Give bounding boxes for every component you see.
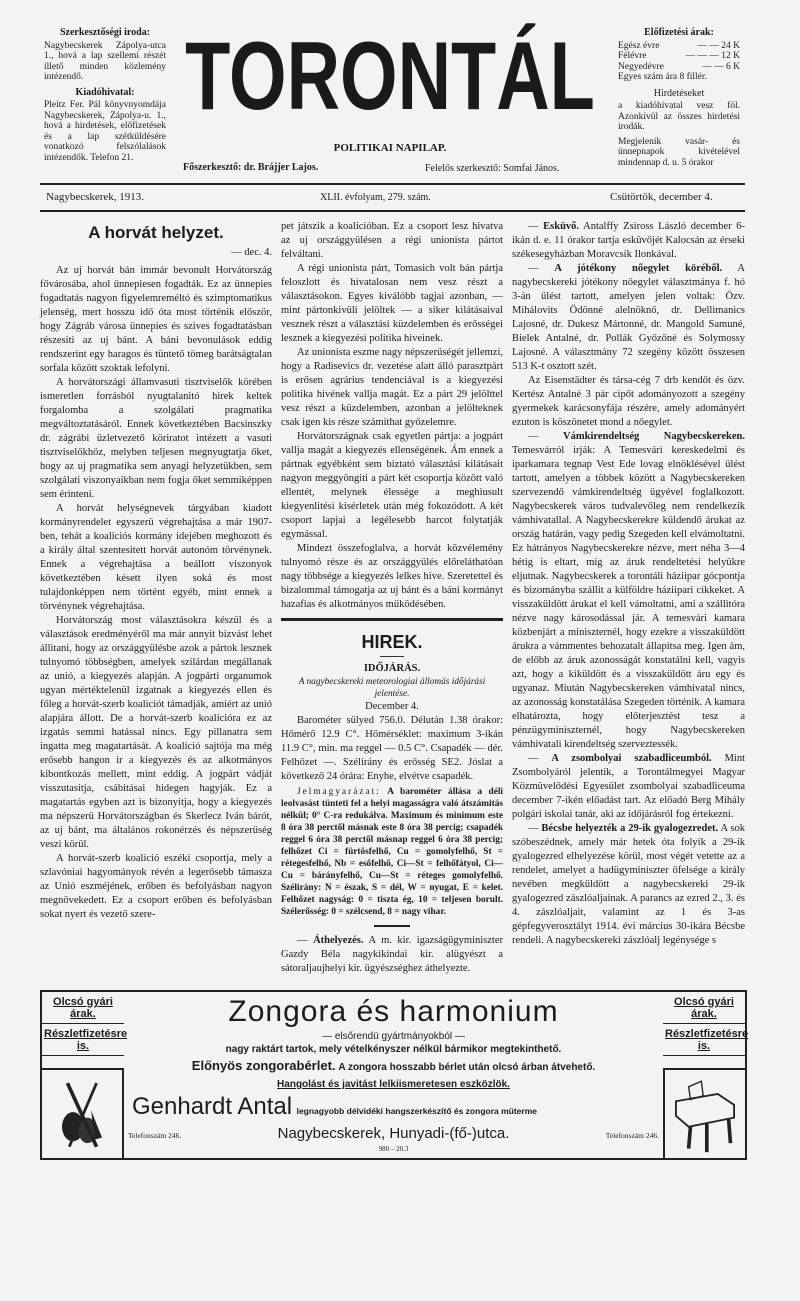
news-item bbox=[512, 374, 745, 430]
ad-side-text: Olcsó gyári árak. bbox=[663, 992, 745, 1024]
ad-line: nagy raktárt tartok, mely vételkényszer nélkül bármikor megtekinthető. bbox=[225, 1044, 562, 1055]
ad-side-text: Olcsó gyári árak. bbox=[42, 992, 124, 1024]
ad-code: 980 – 20.3 bbox=[378, 1145, 409, 1153]
ad-headline: Zongora és harmonium bbox=[228, 995, 559, 1028]
legend-label: Jelmagyarázat: bbox=[297, 787, 381, 797]
publisher-text: Pleitz Fer. Pál könyvnyomdája Nagybecskerek, Zápolya-u. 1., hová a hirdetések, előfizetések és a lap szétküldésére vonatkozó felszólalások intézendők. Telefon 21. bbox=[44, 100, 166, 163]
news-text: Temesvárról irják: A Temesvári kereskedelmi és iparkamara tegnap Vest Ede lovag elnöklésével ülést tartott, amelyen a többek között a Nagybecskereken szervezendő vámkirendeltség ügyével foglalkozott. Nagybecskerek város tudvalevőleg nem rendelkezik vámhivatallal. A Nagybecskerekre küldendő árukat az ország határán, vagy pedig Szegeden kell elvámoltatni. Ez hátrányos Nagybecskerekre nézve, mert néha 3—4 hétig is eltart, mig az áruk rendeltetési helyükre eljutnak. Nagybecskerek a torontáli háziipar gócpontja és bizományba szállit a külföldre háziipari cikkeket. A visszaküldött árukat el kell vámoltatni, ami a szállitóra nézve nagy károsodással jár. A temesvári kamara közbenjárt a miniszternél, hogy ezekre a visszaküldött árukra a vámmentes behozatalt állapitsa meg. Igen ám, de előbb az áruk azonosságát konstatálni kell, vagyis azt, hogy a kiküldött és a visszaküldött áru egy és ugyanaz. Miután Nagybecskereken vámhivatal nincs, az azonosság konstatálása Szegeden történik. A kamara elhatározta, hogy előterjesztést tesz a pénzügyminiszternél, hogy Nagybecskereken vámhivatali kirendeltség szerveztessék. bbox=[512, 445, 745, 750]
price-label: Negyedévre bbox=[618, 61, 664, 72]
ad-side-text: Részletfizetésre is. bbox=[42, 1024, 124, 1056]
news-title: Vámkirendeltség Nagybecskereken. bbox=[563, 431, 745, 442]
news-text: Az Eisenstädter és társa-cég 7 drb kendőt és özv. Kertész Antalné 3 pár cipőt adományozott a szegény gyermekek karácsonyfája részére, amely adományért ezuton is köszönetet mond a nőegylet. bbox=[512, 375, 745, 428]
office-title: Szerkesztőségi iroda: bbox=[59, 27, 151, 38]
news-title: A jótékony nőegylet köréből. bbox=[554, 263, 723, 274]
news-title: Áthelyezés. bbox=[313, 935, 364, 946]
instruments-illustration bbox=[42, 1068, 124, 1158]
news-text: Mint Zsombolyáról jelentik, a Torontálmegyei Magyar Közmüvelődési Egyesület zsombolyai szabadliceuma december 7-ikén előadást tart. Az előadó Berg Mihály polgári iskolai tanár, aki az időjárásról fog értekezni. bbox=[512, 753, 746, 820]
paragraph: Mindezt összefoglalva, a horvát közvélemény tulnyomó része és az országgyülés előreláthatóan nagy többsége a kiegyezés lelkes hive. Szeretettel és bizalommal támogatja az uj bánt és a báni kormányt hazafias és alkotmányos müködésében. bbox=[281, 543, 503, 610]
issue-day: Csütörtök, december 4. bbox=[610, 191, 713, 203]
price-value: — — 6 K bbox=[702, 61, 740, 72]
ad-line: — elsőrendü gyártmányokból — bbox=[322, 1031, 465, 1042]
masthead-logo: TORONTÁL bbox=[185, 22, 595, 130]
paragraph: Az unionista eszme nagy népszerüségét jellemzi, hogy a Radisevics dr. vezetése alatt álló parasztpárt is erősen agrárius tendenciával is a kiegyezési politika hivének vallja magát. Ez a párt 29 jelölttel vesz részt a küzdelemben, azonban a jelölteknek csak igen kis része számithat győzelemre. bbox=[281, 347, 503, 428]
weather-title: IDŐJÁRÁS. bbox=[363, 663, 421, 674]
paragraph: A horvát-szerb koalició eszéki csoportja, mely a szlavóniai hagyományok révén a legerősebb támasza az Unió eszméjének, erőben és befolyásban nagyon megnövekedett. Ez a csoport erőben és befolyásban sokat nyert és vezető szere- bbox=[40, 853, 272, 920]
ad-company-desc: legnagyobb délvidéki hangszerkészitő és zongora müterme bbox=[296, 1106, 538, 1116]
paragraph: Horvátország most választásokra készül és a választások eredményéről ma már annyit bizvást lehet állitani, hogy az országgyülésbe azok a pártok lesznek tulnyomó többségben, amelyek szilárdan megállanak az unió, a kiegyezés alapján. A jogpárti organumok ugyan mértéktelenül izgatnak a kiegyezés ellen és főleg a horvát-szerb koaliciót támadják, amiért az unió alapjára állott. De a horvát-szerb koalicióra ez az izgatás semmi hatással nincs. Egy pillanatra sem ingatta meg magatartását. A koalició sajtója ma még erősebb hangon ir a kiegyezés és az alkotmányos kibontkozás mellett, mint eddig. A jogpárt vádját visszutasitja, csábitásai hidegen hagyják. Ez a magatartás egyben azt is bizonyitja, hogy a kiegyezés ma népszerü Horvátországban és Skerlecz Iván bárót, az uj bánt, ma általános rokonérzés és népszerüség veszi körül. bbox=[40, 615, 272, 850]
ad-company-name: Genhardt Antal bbox=[132, 1093, 293, 1120]
ads-title: Hirdetéseket bbox=[653, 87, 705, 99]
weather-subtitle: A nagybecskereki meteorologiai állomás időjárási jelentése. bbox=[298, 677, 486, 699]
piano-illustration bbox=[663, 1068, 745, 1158]
paragraph: Az uj horvát bán immár bevonult Horvátország fővárosába, ahol ünnepiesen fogadták. Ez az ünnepies fogadtatás nagyon figyelemreméltó és szimptomatikus jelenség, mert hosszu idő óta most történik először, hogy Zágráb városa ünnepies és szives fogadtatásban részesiti az uj bánt. A báni bevonulások eddig rendszerint egy haragos és tüntető tömeg barátságtalan sorfala között szoktak lefolyni. bbox=[40, 265, 272, 374]
prices-title: Előfizetési árak: bbox=[644, 27, 714, 38]
paragraph: A régi unionista párt, Tomasich volt bán pártja feloszlott és hivatalosan nem vesz részt a választásokon. Egyes kiválóbb tagjai azonban, — mint pártonkivüli jelöltek — a siker kilátásaival vesznek részt a választási küzdelemben és erősségei lesznek a kiegyezési politika hiveinek. bbox=[281, 263, 503, 344]
price-value: — — 24 K bbox=[697, 40, 740, 51]
news-title: A zsombolyai szabadliceumból. bbox=[551, 753, 712, 764]
place-year: Nagybecskerek, 1913. bbox=[46, 191, 145, 203]
news-item: — A zsombolyai szabadliceumból. Mint Zsombolyáról jelentik, a Torontálmegyei Magyar Közmüvelődési Egyesület zsombolyai szabadliceuma december 7-ikén előadást tart. Az előadó Berg Mihály polgári iskolai tanár, aki az időjárásról fog értekezni. bbox=[512, 753, 746, 820]
office-text: Nagybecskerek Zápolya-utca 1., hová a lap szellemi részét illető minden közlemény intézendő. bbox=[44, 40, 166, 82]
paragraph: A horvátországi államvasuti tisztviselők körében ismeretlen forrásból nyugtalanitó hirek keltek forgalomba a szolgálati pragmatika megváltoztatásáról. Ennek következtében Bacsinszky dr. zágrábi üzletvezető köriratot intézett a vasuti tisztviselőkhöz, melyben teljesen megnyugtatja őket, hogy az uj pragmatika sem anyagi helyzetükben, sem szolgálati viszonyaikban nem fogja őket semmiképpen sem érinteni. bbox=[40, 377, 272, 500]
news-title: Esküvő. bbox=[543, 221, 580, 232]
ad-tuning: Hangolást és javitást lelkiismeretesen eszközlök. bbox=[277, 1079, 510, 1090]
news-text: Antalffy Zsiross László december 6-ikán d. e. 11 órakor tartja esküvőjét Kalocsán az érseki székesegyházban Moravcsik Ilonkával. bbox=[512, 221, 746, 260]
article-title: A horvát helyzet. bbox=[88, 223, 224, 242]
news-title: Bécsbe helyezték a 29-ik gyalogezredet. bbox=[541, 823, 719, 834]
columns bbox=[40, 220, 745, 976]
divider bbox=[374, 925, 410, 927]
paragraph: pet játszik a koalicióban. Ez a csoport lesz hivatva az uj országgyülésen a régi unionista pártot felváltani. bbox=[281, 221, 503, 260]
ad-phone: Telefonszám 246. bbox=[605, 1131, 659, 1140]
legend-text: A barométer állása a déli leolvasást tünteti fel a helyi magasságra való átszámitás nélkül; 0° C-ra redukálva. Maximum és minimum este 8 óra 38 perctől másnak este 8 óra 38 percig; csapadék reggel 6 óra 38 perctől másnap reggel 6 óra 38 percig; felhőzet Ci = fürtösfelhő, Cu = gomolyfelhő, St = rétegesfelhő, Nb = esőfelhő, Ci—St = felhőfátyol, Ci—Cu = bárányfelhő, Cu—St = réteges gomolyfelhő. Szélirány: N = észak, S = dél, W = nyugat, E = kelet. Felhőzet nagyság: 0 = tiszta ég, 10 = teljesen borult. Szélerősség: 0 = szélcsend, 8 = nagy vihar. bbox=[281, 787, 503, 917]
news-text: A sok szóbeszédnek, amely már hetek óta folyik a 29-ik gyalogezred elhelyezése körül, most végét vetette az a rendelet, amelyet a hadügyminiszter őfelsége a király nevében megküldött a nagybecskereki 29-ik gyalogezred zászlóaljainak. A parancs az ezred 2., 3. és 4. zászlóaljait, valamint az 1 és 3-as gépfegyverosztályt 1914. évi március 30-ikára Bécsbe rendeli. A nagybecskereki zászlóalj legénysége s bbox=[512, 823, 745, 946]
price-label: Félévre bbox=[618, 51, 647, 61]
weather-date: December 4. bbox=[365, 701, 419, 712]
paragraph: Horvátországnak csak egyetlen pártja: a jogpárt vallja magát a kiegyezés ellenségének. Ám ennek a pártnak egyébként sem biztató választási kilátásait nagyon meggyöngiti a párt két csoportja között való ellentét, melynek élessége a meghiusult kiegyenlitési kisérletek után még fokozódott. A két csoport lapjai a legélesebb harcot folytatják egymással. bbox=[281, 431, 503, 540]
responsible-editor: Felelős szerkesztő: Somfai János. bbox=[425, 163, 560, 174]
divider bbox=[281, 618, 503, 621]
ad-phone: Telefonszám 246. bbox=[128, 1131, 182, 1140]
ad-rent-title: Előnyös zongorabérlet. bbox=[191, 1058, 336, 1073]
weather-report: Barométer sülyed 756.0. Délután 1.38 órakor: Hőmérő 12.9 C°. Hőmérséklet: maximum 3-ikán 11.9 C°, min. ma reggel — 0.5 C°. Csapadék — dér. Felhőzet —. Szélirány és erősség SE2. Jóslat a következő 24 órára: Enyhe, elvétve csapadék. bbox=[281, 715, 503, 782]
publisher-title: Kiadóhivatal: bbox=[75, 86, 135, 98]
piano-advertisement bbox=[40, 990, 747, 1160]
subtitle: POLITIKAI NAPILAP. bbox=[333, 142, 447, 154]
news-text: A m. kir. igazságügyminiszter Gazdy Béla nagykikindai kir. alügyészt a sátoraljaujhelyi kir. ügyészséghez áthelyezte. bbox=[281, 935, 503, 974]
price-label: Egész évre bbox=[618, 40, 660, 51]
chief-editor: Főszerkesztő: dr. Brájjer Lajos. bbox=[183, 162, 319, 173]
ad-address: Nagybecskerek, Hunyadi-(fő-)utca. bbox=[277, 1125, 510, 1142]
news-text: A nagybecskereki jótékony nőegylet választmánya f. hó 3-án ülést tartott, amelyen jelen voltak: Özv. Mihálovits Ödönné alelnöknő, dr. Dellimanics Lajosné, dr. Dukesz Mártonné, dr. Mangold Samuné, Bielek Antalné, dr. Pollák Győzőné és Solymossy Lajosné. A választmány 72 szegény között összesen 513 K-t osztott szét. bbox=[512, 263, 746, 372]
news-item: — Vámkirendeltség Nagybecskereken. Temesvárról irják: A Temesvári kereskedelmi és iparkamara tegnap Vest Ede lovag elnöklésével ülést tartott, amelyen a többek között a Nagybecskereken szervezendő vámkirendeltség ügyével foglalkozott. Nagybecskerek város tudvalevőleg nem rendelkezik vámhivatallal. A Nagybecskerekre küldendő árukat az ország határán, vagy pedig Szegeden kell elvámoltatni. Ez hátrányos Nagybecskerekre nézve, mert néha 3—4 hétig is eltart, mig az áruk rendeltetési helyükre eljutnak. Nagybecskerek a torontáli háziipar gócpontja és bizományba szállit a külföldre háziipari cikkeket. A visszaküldött árukat el kell vámoltatni, ami a szállitóra nézve nagy károsodással jár. A temesvári kamara közbenjárt a miniszternél, hogy ezekre a visszaküldött árukra a vámmentes behozatalt állapitsa meg. Igen ám, de előbb az áruk azonosságát konstatálni kell, vagyis azt, hogy a kiküldött és a visszaküldött áru egy és ugyanaz. Miután Nagybecskereken vámhivatal nincs, az azonosság konstatálása Szegeden történik. A kamara elhatározta, hogy előterjesztést tesz a pénzügyminiszternél, hogy Nagybecskereken vámhivatali kirendeltség szerveztessék. bbox=[512, 431, 745, 750]
price-value: — — — 12 K bbox=[685, 51, 740, 61]
single-price: Egyes szám ára 8 fillér. bbox=[618, 72, 707, 82]
news-item: — Bécsbe helyezték a 29-ik gyalogezredet. A sok szóbeszédnek, amely már hetek óta folyik a 29-ik gyalogezred elhelyezése körül, most végét vetette az a rendelet, amelyet a hadügyminiszter őfelsége a király nevében megküldött a nagybecskereki 29-ik gyalogezred zászlóaljainak. A parancs az ezred 2., 3. és 4. zászlóaljait, valamint az 1 és 3-as gépfegyverosztályt 1914. évi március 30-ikára Bécsbe rendeli. A nagybecskereki zászlóalj legénysége s bbox=[512, 823, 745, 946]
news-item: — A jótékony nőegylet köréből. A nagybecskereki jótékony nőegylet választmánya f. hó 3-án ülést tartott, amelyen jelen voltak: Özv. Mihálovits Ödönné alelnöknő, dr. Dellimanics Lajosné, dr. Dukesz Mártonné, dr. Mangold Samuné, Bielek Antalné, dr. Pollák Győzőné és Solymossy Lajosné. A választmány 72 szegény között összesen 513 K-t osztott szét. bbox=[512, 263, 746, 372]
column-2: pet játszik a koalicióban. Ez a csoport lesz hivatva az uj országgyülésen a régi unionista pártot felváltani. A régi unionista párt, Tomasich volt bán pártja feloszlott és hivatalosan nem vesz részt a választásokon. Egyes kiválóbb tagjai azonban, — mint pártonkivüli jelöltek — a siker kilátásaival vesznek részt a választási küzdelemben és erősségei lesznek a kiegyezési politika hiveinek. Az unionista eszme nagy népszerüségét jellemzi, hogy a Radisevics dr. vezetése alatt álló parasztpárt is erősen agrárius tendenciával is a kiegyezési politika hivének vallja magát. Ez a párt 29 jelölttel vesz részt a küzdelemben, azonban a jelölteknek csak igen kis része számithat győzelemre. Horvátországnak csak egyetlen pártja: a jogpárt vallja magát a kiegyezés ellenségének. Ám ennek a pártnak egyébként sem biztató választási kilátásait nagyon meggyöngiti a párt két csoportja között való ellentét, melynek élessége a meghiusult kiegyenlitési kisérletek után még fokozódott. A két csoport lapjai a legélesebb harcot folytatják egymással. Mindezt összefoglalva, a horvát közvélemény tulnyomó része és az országgyülés előreláthatóan nagy többsége a kiegyezés lelkes hive. Szeretettel és bizalommal támogatja az uj bánt és a báni kormányt hazafias és alkotmányos müködésében. HIREK. IDŐJÁRÁS. A nagybecskereki meteorologiai állomás időjárási jelentése. December 4. Barométer sülyed 756.0. Délután 1.38 órakor: Hőmérő 12.9 C°. Hőmérséklet: maximum 3-ikán 11.9 C°, min. ma reggel — 0.5 C°. Csapadék — dér. Felhőzet —. Szélirány és erősség SE2. Jóslat a következő 24 órára: Enyhe, elvétve csapadék. Jelmagyarázat: A barométer állása a déli leolvasást tünteti fel a helyi magasságra való átszámitás nélkül; 0° C-ra redukálva. Maximum és minimum este 8 óra 38 perctől másnak este 8 óra 38 percig; csapadék reggel 6 óra 38 perctől másnap reggel 6 óra 38 percig; felhőzet Ci = fürtösfelhő, Cu = gomolyfelhő, St = rétegesfelhő, Nb = esőfelhő, Ci—St = felhőfátyol, Ci—Cu = bárányfelhő, Cu—St = réteges gomolyfelhő. Szélirány: N = észak, S = dél, W = nyugat, E = kelet. Felhőzet nagyság: 0 = tiszta ég, 10 = teljesen borult. Szélerősség: 0 = szélcsend, 8 = nagy vihar. — Áthelyezés. A m. kir. igazságügyminiszter Gazdy Béla nagykikindai kir. alügyészt a sátoraljaujhelyi kir. ügyészséghez áthelyezte. bbox=[281, 221, 503, 974]
article-croatian-situation bbox=[40, 220, 272, 922]
ads-text: a kiadóhivatal vesz föl. Azonkívül az összes hirdetési irodák. bbox=[618, 101, 740, 132]
section-title: HIREK. bbox=[361, 632, 423, 652]
divider bbox=[380, 656, 404, 657]
schedule: Megjelenik vasár- és ünnepnapok kivételével mindennap d. u. 5 órakor bbox=[618, 136, 740, 168]
ad-side-text: Részletfizetésre is. bbox=[663, 1024, 745, 1056]
article-date: — dec. 4. bbox=[231, 247, 272, 258]
paragraph: A horvát helységnevek tárgyában kiadott kormányrendelet egyszerü végrehajtása a már 1907-ben, tehát a koaliciós kormány idejében meghozott és a király által szentesitett horvát autonóm törvénynek. Ennek a végrehajtása a beállott viszonyok következtében késett ilyen soká és most tulajdonképpen nem történt egyéb, mint ennek a törvénynek végrehajtása. bbox=[40, 503, 272, 612]
ad-rent-text: A zongora hosszabb bérlet után olcsó árban átvehető. bbox=[338, 1062, 596, 1073]
column-3 bbox=[512, 220, 745, 948]
issue-number: XLII. évfolyam, 279. szám. bbox=[320, 192, 431, 203]
news-item: — Esküvő. Antalffy Zsiross László december 6-ikán d. e. 11 órakor tartja esküvőjét Kalocsán az érseki székesegyházban Moravcsik Ilonkával. bbox=[512, 221, 746, 260]
